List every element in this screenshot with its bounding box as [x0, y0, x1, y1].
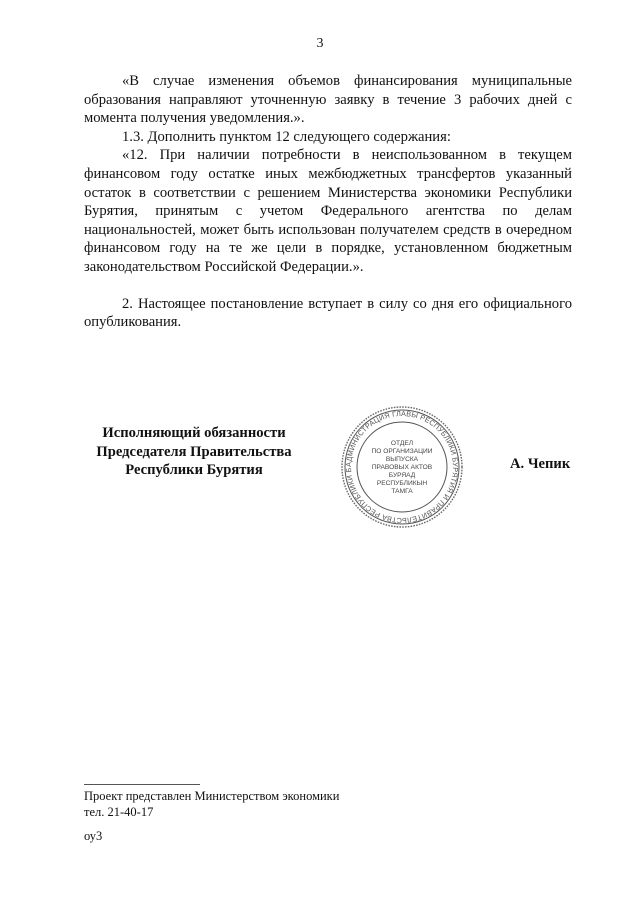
- seal-center-line: ТАМГА: [391, 488, 413, 495]
- signatory-title: [84, 424, 304, 480]
- paragraph-funding-change: «В случае изменения объемов финансирования муниципальные образования направляют уточненную заявку в течение 3 рабочих дней с момента получения уведомления.».: [84, 73, 572, 127]
- seal-center-line: ВЫПУСКА: [385, 456, 419, 463]
- official-seal: [340, 405, 464, 529]
- seal-center-line: ПРАВОВЫХ АКТОВ: [371, 464, 433, 471]
- seal-center-line: ОТДЕЛ: [390, 440, 414, 447]
- footer-phone: тел. 21-40-17: [84, 805, 154, 819]
- seal-center-line: БУРЯАД: [388, 472, 416, 479]
- document-body: [84, 72, 572, 332]
- signer-name: А. Чепик: [510, 456, 571, 472]
- seal-center-line: РЕСПУБЛИКЫН: [376, 480, 428, 487]
- paragraph-entry-into-force: 2. Настоящее постановление вступает в силу со дня его официального опубликования.: [84, 295, 572, 331]
- svg-text:АДМИНИСТРАЦИЯ ГЛАВЫ РЕСПУБЛИКИ: АДМИНИСТРАЦИЯ ГЛАВЫ РЕСПУБЛИКИ БУРЯТИЯ И ПРАВИТЕЛЬСТВА РЕСПУБЛИКИ Б: [343, 408, 461, 526]
- seal-center-line: ПО ОРГАНИЗАЦИИ: [371, 448, 433, 455]
- signatory-title-line: Республики Бурятия: [125, 462, 263, 479]
- footer-project-note: Проект представлен Министерством экономики: [84, 789, 340, 803]
- paragraph-amendment-1-3: 1.3. Дополнить пунктом 12 следующего содержания:: [122, 128, 451, 145]
- footer: [84, 788, 339, 844]
- paragraph-clause-12: «12. При наличии потребности в неиспользованном в текущем финансовом году остатке иных межбюджетных трансфертов указанный остаток в соответствии с решением Министерства экономики Республики Бурятия, принятым с учетом Федерального агентства по делам национальностей, может быть использован получателем средств в очередном финансовом году на те же цели в порядке, установленном бюджетным законодательством Российской Федерации.».: [84, 147, 572, 275]
- page-number: 3: [316, 36, 324, 51]
- signatory-title-line: Председателя Правительства: [96, 443, 292, 460]
- seal-graphic: [340, 405, 464, 529]
- footer-divider: [84, 784, 200, 785]
- footer-code: оу3: [84, 829, 103, 843]
- signatory-title-line: Исполняющий обязанности: [102, 425, 286, 441]
